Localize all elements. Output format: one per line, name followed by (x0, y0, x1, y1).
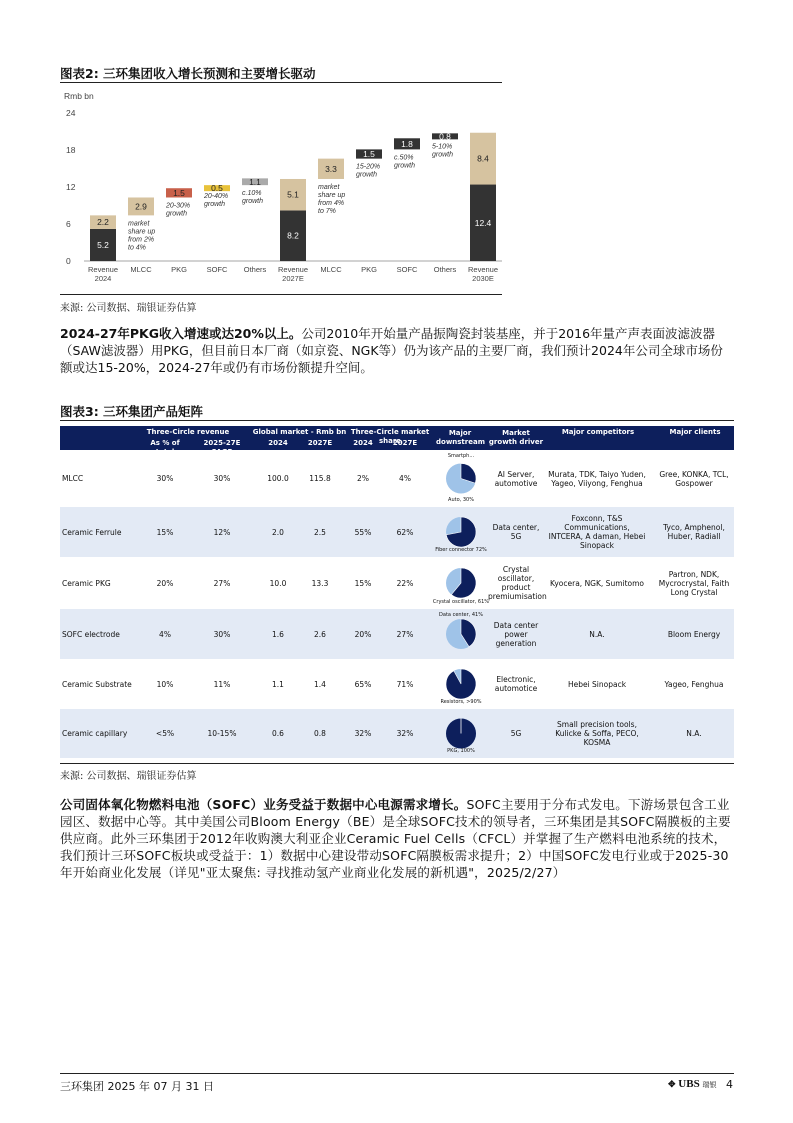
cell-ms24: 55% (354, 527, 372, 537)
cell-clients: Partron, NDK, Mycrocrystal, Faith Long Crystal (658, 569, 730, 597)
group-header-global-market: Global market - Rmb bn (252, 428, 347, 436)
y-tick-label: 18 (66, 145, 76, 155)
paragraph-pkg-lead: 2024-27年PKG收入增速或达20%以上。 (60, 326, 302, 341)
bar-value-label: 2.9 (135, 201, 147, 212)
cell-ms27: 32% (396, 729, 414, 738)
group-header-revenue: Three-Circle revenue (146, 428, 230, 436)
col-competitors: Major competitors (561, 428, 635, 436)
bar-annotation: market share up from 2% to 4% (128, 220, 156, 252)
figure2-bottom-rule (60, 294, 502, 295)
group-header-market-share: Three-Circle market share (350, 428, 430, 445)
product-name: Ceramic PKG (62, 578, 111, 588)
x-tick-label: Revenue 2030E (467, 265, 499, 283)
col-clients: Major clients (669, 428, 721, 436)
pie-label-bottom: Crystal oscillator, 61% (432, 599, 490, 605)
cell-ms24: 20% (354, 629, 372, 639)
cell-clients: Gree, KONKA, TCL, Gospower (659, 469, 729, 488)
footer-rule (60, 1073, 734, 1074)
footer-company-date: 三环集团 2025 年 07 月 31 日 (60, 1080, 214, 1093)
cell-competitors: Hebei Sinopack (567, 679, 627, 689)
cell-ms24: 32% (354, 729, 372, 738)
x-tick-label: MLCC (130, 265, 152, 274)
bar-annotation: 5-10% growth (432, 143, 454, 159)
cell-driver: Electronic, automotice (494, 675, 538, 693)
cell-driver: AI Server, automotive (494, 469, 538, 488)
bar-annotation: 20-30% growth (166, 202, 191, 218)
cell-ms27: 4% (399, 474, 411, 483)
bar-value-label: 0.5 (211, 183, 223, 194)
cell-competitors: Murata, TDK, Taiyo Yuden, Yageo, Viiyong, Fenghua (548, 469, 646, 488)
bar-value-label: 1.5 (173, 187, 185, 198)
col-pct-total: As % of total (150, 439, 180, 456)
pie-label-bottom: Fiber connector 72% (435, 547, 487, 553)
figure2-title: 图表2: 三环集团收入增长预测和主要增长驱动 (60, 66, 316, 81)
paragraph-sofc (60, 796, 734, 881)
col-gm-2024: 2024 (268, 439, 288, 447)
bar-annotation: 15-20% growth (356, 163, 381, 179)
cell-gm27: 2.6 (314, 629, 326, 639)
cell-gm24: 1.1 (272, 679, 284, 689)
ubs-logo (668, 1078, 716, 1090)
table-row (60, 507, 734, 557)
figure3-source: 来源: 公司数据、瑞银证券估算 (60, 771, 197, 782)
bar-annotation: market share up from 4% to 7% (318, 183, 346, 215)
cell-clients: Tyco, Amphenol, Huber, Radiall (663, 523, 725, 541)
cell-cagr: 10-15% (207, 729, 237, 738)
cell-ms27: 62% (396, 527, 414, 537)
table-row (60, 557, 734, 609)
ubs-brand: UBS (678, 1078, 700, 1090)
x-tick-label: Revenue 2024 (87, 265, 119, 283)
revenue-waterfall-chart (60, 86, 510, 291)
col-gm-2027: 2027E (307, 439, 333, 447)
cell-driver: 5G (510, 729, 522, 738)
bar-annotation: c.50% growth (394, 154, 416, 170)
bar-value-label: 8.4 (477, 153, 489, 164)
cell-ms24: 2% (357, 474, 369, 483)
product-name: Ceramic Ferrule (62, 527, 122, 537)
cell-clients: Yageo, Fenghua (664, 679, 724, 689)
product-name: Ceramic Substrate (62, 679, 132, 689)
cell-pct_total: 20% (156, 578, 174, 588)
cell-ms27: 27% (396, 629, 414, 639)
product-name: Ceramic capillary (62, 729, 128, 738)
bar-annotation: 20-40% growth (204, 193, 229, 209)
cell-gm24: 10.0 (269, 578, 287, 588)
bar-value-label: 0.8 (439, 131, 451, 142)
cell-driver: Data center power generation (493, 620, 539, 648)
x-tick-label: PKG (171, 265, 187, 274)
cell-cagr: 11% (213, 679, 231, 689)
cell-gm27: 2.5 (314, 527, 326, 537)
bar-value-label: 12.4 (474, 217, 492, 228)
cell-clients: Bloom Energy (667, 629, 721, 639)
bar-value-label: 5.1 (287, 189, 299, 200)
figure3-bottom-rule (60, 763, 734, 764)
pie-label-bottom: Resistors, >90% (440, 699, 482, 705)
cell-cagr: 27% (213, 578, 231, 588)
cell-competitors: Small precision tools, Kulicke & Soffa, PECO, KOSMA (555, 720, 639, 747)
cell-pct_total: 4% (159, 629, 171, 639)
table-row (60, 709, 734, 758)
figure2-top-rule (60, 82, 502, 83)
bar-value-label: 8.2 (287, 230, 299, 241)
col-ms-2024: 2024 (353, 439, 373, 447)
cell-competitors: Foxconn, T&S Communications, INTCERA, A daman, Hebei Sinopack (548, 514, 646, 550)
paragraph-sofc-body: SOFC主要用于分布式发电。下游场景包含工业园区、数据中心等。其中美国公司Bloom Energy（BE）是全球SOFC技术的领导者，三环集团是其SOFC隔膜板的主要供应商。此外三环集团于2012年收购澳大利亚企业Ceramic Fuel Cells（CFCL）并掌握了生产燃料电池系统的技术，我们预计三环SOFC板块或受益于：1）数据中心建设带动SOFC隔膜板需求提升；2）中国SOFC发电行业或于2025-30年开始商业化发展（详见"亚太聚焦: 寻找推动氢产业商业化发展的新机遇"，2025/2/27） (60, 797, 731, 880)
cell-cagr: 30% (213, 629, 231, 639)
product-matrix-table (60, 426, 734, 776)
cell-gm24: 2.0 (272, 527, 284, 537)
cell-gm24: 100.0 (267, 474, 289, 483)
ubs-brand-cn: 瑞银 (702, 1081, 717, 1089)
bar-value-label: 5.2 (97, 239, 109, 250)
pie-slice-main (446, 669, 476, 699)
bar-value-label: 1.5 (363, 149, 375, 160)
paragraph-pkg (60, 325, 734, 376)
table-row (60, 609, 734, 659)
figure3-top-rule (60, 420, 734, 421)
cell-clients: N.A. (686, 729, 702, 738)
cell-driver: Crystal oscillator, product premiumisation (488, 565, 547, 601)
table-row (60, 450, 734, 507)
cell-ms27: 22% (396, 578, 414, 588)
cell-ms24: 65% (354, 679, 372, 689)
y-tick-label: 6 (66, 219, 71, 229)
figure2-source: 来源: 公司数据、瑞银证券估算 (60, 303, 197, 314)
cell-gm27: 13.3 (311, 578, 329, 588)
cell-gm27: 115.8 (309, 474, 331, 483)
page-number: 4 (726, 1078, 733, 1091)
cell-gm24: 1.6 (272, 629, 284, 639)
cell-pct_total: <5% (155, 729, 175, 738)
x-tick-label: Others (243, 265, 267, 274)
cell-cagr: 12% (213, 527, 231, 537)
bar-value-label: 1.1 (249, 176, 261, 187)
cell-competitors: N.A. (589, 629, 605, 639)
x-tick-label: PKG (361, 265, 377, 274)
product-name: MLCC (62, 474, 84, 483)
bar-value-label: 2.2 (97, 217, 109, 228)
cell-pct_total: 30% (156, 474, 174, 483)
cell-gm27: 1.4 (314, 679, 326, 689)
col-downstream: Major downstream (436, 429, 485, 446)
paragraph-sofc-lead: 公司固体氧化物燃料电池（SOFC）业务受益于数据中心电源需求增长。 (60, 797, 467, 812)
paragraph-pkg-body: 公司2010年开始量产晶振陶瓷封装基座，并于2016年量产声表面波滤波器（SAW滤波器）用PKG，但目前日本厂商（如京瓷、NGK等）仍为该产品的主要厂商，我们预计2024年公司全球市场份额或达15-20%，2024-27年或仍有市场份额提升空间。 (60, 326, 723, 375)
bar-value-label: 1.8 (401, 138, 413, 149)
x-tick-label: Others (433, 265, 457, 274)
pie-label-bottom: Auto, 30% (448, 497, 474, 503)
x-tick-label: SOFC (396, 265, 418, 274)
y-axis-unit: Rmb bn (64, 91, 94, 101)
col-cagr: 2025-27E CAGR (203, 439, 241, 456)
cell-cagr: 30% (213, 474, 231, 483)
x-tick-label: SOFC (206, 265, 228, 274)
col-ms-2027: 2027E (392, 439, 418, 447)
cell-pct_total: 15% (156, 527, 174, 537)
bar-value-label: 3.3 (325, 163, 337, 174)
y-tick-label: 0 (66, 256, 71, 266)
figure3-title: 图表3: 三环集团产品矩阵 (60, 404, 204, 419)
cell-pct_total: 10% (156, 679, 174, 689)
cell-gm24: 0.6 (272, 729, 284, 738)
x-tick-label: Revenue 2027E (277, 265, 309, 283)
bar-annotation: c.10% growth (242, 190, 264, 206)
cell-ms24: 15% (354, 578, 372, 588)
cell-ms27: 71% (396, 679, 414, 689)
col-driver: Market growth driver (488, 429, 544, 446)
y-tick-label: 12 (66, 182, 76, 192)
y-tick-label: 24 (66, 108, 76, 118)
table-row (60, 659, 734, 709)
cell-driver: Data center, 5G (492, 523, 540, 541)
ubs-keys-icon: ✥ (668, 1079, 676, 1089)
product-name: SOFC electrode (62, 629, 120, 639)
pie-label-bottom: PKG, 100% (447, 748, 475, 754)
pie-label-top: Smartph... (447, 453, 475, 459)
pie-label-top: Data center, 41% (439, 612, 483, 618)
cell-competitors: Kyocera, NGK, Sumitomo (549, 578, 645, 588)
cell-gm27: 0.8 (314, 729, 326, 738)
x-tick-label: MLCC (320, 265, 342, 274)
